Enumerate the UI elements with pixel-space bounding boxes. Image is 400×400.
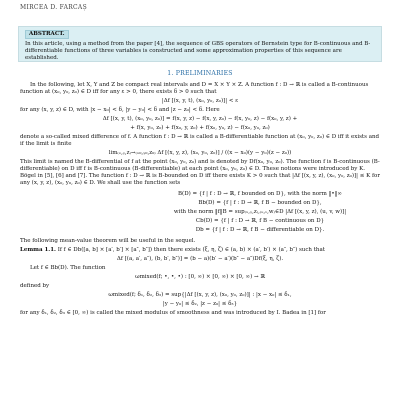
equation-4: Δf [(a, a′, a″), (b, b′, b″)] = (b − a)(b′ − a′)(b″ − a″)Df(ξ, η, ζ). (116, 256, 284, 262)
function-set-4: Cb(D) = {f | f : D → ℝ, f B − continuous on D} (195, 218, 325, 224)
main-content (20, 82, 380, 317)
paragraph-6: Let f ∈ Bb(D). The function (30, 265, 106, 271)
abstract-text: In this article, using a method from the paper [4], the sequence of GBS operators of Bernstein type for B-continuous and B-differentiable functions of three variables is constructed and some approximation properties of this sequence are established. (25, 41, 371, 61)
lemma-label: Lemma 1.1. (20, 247, 56, 253)
running-header: MIRCEA D. FARCAȘ (20, 4, 87, 11)
function-set-2: Bb(D) = {f | f : D → ℝ, f B − bounded on D}, (198, 200, 322, 206)
equation-6b: |y − y₀| ≤ δ₂, |z − z₀| ≤ δ₃} (162, 301, 238, 307)
function-set-5: Db = {f | f : D → ℝ, f B − differentiable on D}. (195, 227, 325, 233)
section-title: 1. PRELIMINARIES (167, 70, 233, 77)
paragraph-4: This limit is named the B-differential of f at the point (x₀, y₀, z₀) and is denoted by Df(x₀, y₀, z₀). The function f is B-continuous (B-differentiable) on D iff f is B-continuous (B-differentiable) at each point (x₀, y₀, z₀) ∈ D. These notions were introduced by K. Bögel in [5], [6] and [7]. The function f : D → ℝ is B-bounded on D iff there exists K > 0 such that |Δf [(x, y, z), (x₀, y₀, z₀)]| ≤ K for any (x, y, z), (x₀, y₀, z₀) ∈ D. We shall use the function sets (20, 159, 380, 186)
paragraph-8: for any δ₁, δ₂, δ₃ ∈ [0, ∞) is called the mixed modulus of smoothness and was introduced by I. Badea in [1] for (20, 310, 326, 316)
equation-2a: Δf [(x, y, t), (x₀, y₀, z₀)] = f(x, y, z) − f(x, y, z₀) − f(x, y₀, z) − f(x₀, y, z) + (102, 116, 298, 122)
lemma-text: If f ∈ Db([a, b] × [a′, b′] × [a″, b″]) then there exists (ξ, η, ζ) ∈ (a, b) × (a′, b′) × (a″, b″) such that (57, 247, 325, 253)
abstract-label: ABSTRACT. (25, 30, 69, 39)
equation-6a: ωmixed(f; δ₁, δ₂, δ₃) = sup{|Δf [(x, y, z), (x₀, y₀, z₀)]| : |x − x₀| ≤ δ₁, (108, 292, 292, 298)
equation-3: lim₍ₓ,ᵧ,z₎→₍ₓ₀,ᵧ₀,z₀₎ Δf [(x, y, z), (x₀, y₀, z₀)] / ((x − x₀)(y − y₀)(z − z₀)) (108, 150, 292, 156)
paragraph-5: The following mean-value theorem will be useful in the sequel. (20, 238, 196, 244)
function-set-1: B(D) = {f | f : D → ℝ, f bounded on D}, with the norm ‖•‖∞ (178, 191, 342, 197)
equation-2b: + f(x, y₀, z₀) + f(x₀, y, z₀) + f(x₀, y₀, z) − f(x₀, y₀, z₀) (130, 125, 270, 131)
paragraph-1: In the following, let X, Y and Z be compact real intervals and D = X × Y × Z. A function f : D → ℝ is called a B-continuous function at (x₀, y₀, z₀) ∈ D iff for any ε > 0, there exists δ > 0 such that (20, 82, 369, 95)
equation-1: |Δf [(x, y, t), (x₀, y₀, z₀)]| < ε (161, 98, 239, 104)
paragraph-3: denote a so-called mixed difference of f. A function f : D → ℝ is called a B-differentiable function at (x₀, y₀, z₀) ∈ D iff it exists and if the limit is finite (20, 134, 380, 147)
function-set-3: with the norm ‖f‖B = sup₍ₓ,ᵧ,z₎,₍ᵤ,ᵥ,w₎∈D |Δf [(x, y, z), (u, v, w)]| (173, 209, 347, 215)
equation-5: ωmixed(f; •, •, •) : [0, ∞) × [0, ∞) × [0, ∞) → ℝ (135, 274, 265, 280)
paragraph-7: defined by (20, 283, 50, 289)
lemma (20, 247, 380, 254)
abstract-box (18, 26, 382, 62)
paragraph-2: for any (x, y, z) ∈ D, with |x − x₀| < δ, |y − y₀| < δ and |z − z₀| < δ. Here (20, 107, 220, 113)
